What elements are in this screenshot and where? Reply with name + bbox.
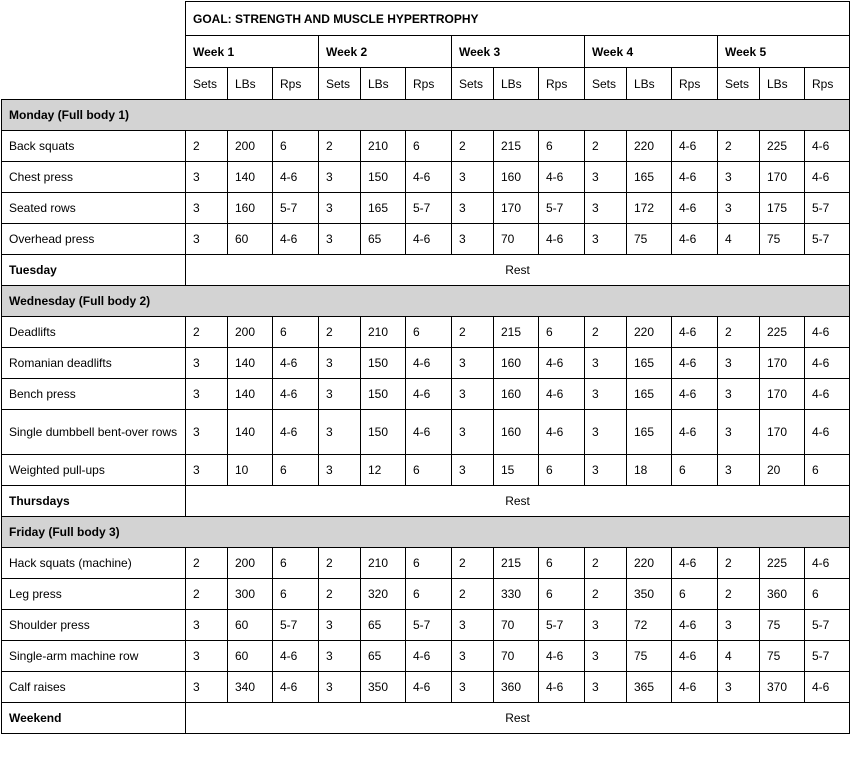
workout-table [1, 1, 850, 734]
reps-cell: 4-6 [805, 317, 850, 348]
exercise-name: Single-arm machine row [2, 641, 186, 672]
exercise-name: Single dumbbell bent-over rows [2, 410, 186, 455]
lbs-cell: 10 [228, 455, 273, 486]
reps-cell: 6 [273, 548, 319, 579]
reps-cell: 5-7 [406, 193, 452, 224]
reps-cell: 4-6 [672, 162, 718, 193]
lbs-cell: 75 [627, 641, 672, 672]
sets-cell: 2 [319, 131, 361, 162]
lbs-cell: 75 [760, 224, 805, 255]
week-header: Week 1 [186, 36, 319, 68]
reps-cell: 5-7 [805, 224, 850, 255]
day-section-row [2, 517, 850, 548]
sets-header: Sets [718, 68, 760, 100]
lbs-cell: 20 [760, 455, 805, 486]
sets-cell: 2 [452, 579, 494, 610]
rest-day-label: Thursdays [2, 486, 186, 517]
exercise-name: Chest press [2, 162, 186, 193]
reps-cell: 4-6 [539, 410, 585, 455]
sets-cell: 3 [585, 641, 627, 672]
reps-cell: 4-6 [672, 317, 718, 348]
sets-cell: 3 [585, 162, 627, 193]
lbs-cell: 150 [361, 410, 406, 455]
reps-cell: 4-6 [672, 641, 718, 672]
lbs-cell: 60 [228, 224, 273, 255]
reps-cell: 6 [406, 579, 452, 610]
exercise-name: Weighted pull-ups [2, 455, 186, 486]
lbs-cell: 160 [494, 379, 539, 410]
lbs-header: LBs [361, 68, 406, 100]
sets-cell: 3 [718, 162, 760, 193]
sets-cell: 3 [718, 193, 760, 224]
sets-cell: 3 [718, 379, 760, 410]
sets-cell: 3 [319, 610, 361, 641]
sets-cell: 2 [452, 548, 494, 579]
reps-cell: 6 [539, 548, 585, 579]
rest-day-row [2, 255, 850, 286]
exercise-row [2, 131, 850, 162]
exercise-row [2, 455, 850, 486]
reps-cell: 6 [273, 131, 319, 162]
sets-cell: 3 [186, 455, 228, 486]
sets-cell: 3 [718, 672, 760, 703]
exercise-row [2, 317, 850, 348]
sets-cell: 2 [585, 579, 627, 610]
lbs-cell: 300 [228, 579, 273, 610]
sets-cell: 3 [319, 193, 361, 224]
lbs-cell: 150 [361, 162, 406, 193]
sets-header: Sets [319, 68, 361, 100]
sets-cell: 3 [585, 455, 627, 486]
reps-cell: 4-6 [539, 379, 585, 410]
reps-cell: 4-6 [672, 193, 718, 224]
sets-cell: 3 [186, 193, 228, 224]
reps-cell: 4-6 [406, 672, 452, 703]
reps-cell: 4-6 [273, 410, 319, 455]
reps-cell: 4-6 [672, 672, 718, 703]
lbs-cell: 225 [760, 131, 805, 162]
lbs-cell: 210 [361, 131, 406, 162]
sets-cell: 3 [186, 224, 228, 255]
sets-cell: 2 [186, 579, 228, 610]
lbs-cell: 70 [494, 641, 539, 672]
sets-cell: 3 [585, 672, 627, 703]
lbs-cell: 170 [494, 193, 539, 224]
sets-cell: 3 [186, 672, 228, 703]
exercise-row [2, 224, 850, 255]
reps-cell: 4-6 [539, 162, 585, 193]
sets-header: Sets [186, 68, 228, 100]
week-header: Week 3 [452, 36, 585, 68]
sets-cell: 3 [186, 348, 228, 379]
exercise-row [2, 410, 850, 455]
lbs-cell: 65 [361, 224, 406, 255]
sets-cell: 2 [585, 317, 627, 348]
lbs-header: LBs [494, 68, 539, 100]
exercise-name: Calf raises [2, 672, 186, 703]
lbs-cell: 170 [760, 162, 805, 193]
sets-cell: 3 [319, 641, 361, 672]
lbs-cell: 330 [494, 579, 539, 610]
lbs-cell: 75 [760, 641, 805, 672]
reps-cell: 4-6 [539, 641, 585, 672]
reps-cell: 4-6 [672, 610, 718, 641]
sets-cell: 3 [452, 193, 494, 224]
sets-cell: 3 [319, 455, 361, 486]
lbs-cell: 215 [494, 548, 539, 579]
reps-cell: 4-6 [273, 162, 319, 193]
reps-cell: 6 [539, 579, 585, 610]
sets-cell: 3 [319, 224, 361, 255]
reps-cell: 4-6 [406, 379, 452, 410]
sets-cell: 3 [718, 410, 760, 455]
reps-cell: 6 [539, 131, 585, 162]
lbs-cell: 165 [627, 348, 672, 379]
sets-cell: 3 [452, 610, 494, 641]
lbs-cell: 60 [228, 641, 273, 672]
lbs-cell: 215 [494, 317, 539, 348]
lbs-cell: 220 [627, 317, 672, 348]
reps-cell: 6 [273, 579, 319, 610]
goal-title: GOAL: STRENGTH AND MUSCLE HYPERTROPHY [186, 2, 850, 36]
reps-cell: 4-6 [672, 548, 718, 579]
exercise-row [2, 672, 850, 703]
exercise-row [2, 379, 850, 410]
goal-row [2, 2, 850, 36]
rest-text: Rest [186, 486, 850, 517]
lbs-cell: 360 [760, 579, 805, 610]
reps-cell: 6 [406, 455, 452, 486]
reps-cell: 4-6 [672, 131, 718, 162]
sets-cell: 2 [718, 317, 760, 348]
reps-cell: 4-6 [406, 410, 452, 455]
reps-cell: 6 [539, 455, 585, 486]
lbs-cell: 175 [760, 193, 805, 224]
reps-cell: 4-6 [539, 348, 585, 379]
week-header: Week 2 [319, 36, 452, 68]
day-section-row [2, 286, 850, 317]
reps-cell: 5-7 [539, 610, 585, 641]
sets-cell: 3 [319, 348, 361, 379]
lbs-cell: 70 [494, 224, 539, 255]
lbs-cell: 340 [228, 672, 273, 703]
reps-header: Rps [539, 68, 585, 100]
sets-cell: 2 [718, 548, 760, 579]
lbs-cell: 225 [760, 548, 805, 579]
reps-cell: 4-6 [672, 379, 718, 410]
exercise-row [2, 162, 850, 193]
lbs-header: LBs [228, 68, 273, 100]
sets-cell: 3 [186, 610, 228, 641]
lbs-cell: 170 [760, 348, 805, 379]
exercise-row [2, 579, 850, 610]
reps-cell: 6 [672, 455, 718, 486]
reps-header: Rps [805, 68, 850, 100]
reps-cell: 6 [273, 455, 319, 486]
reps-cell: 5-7 [406, 610, 452, 641]
reps-cell: 4-6 [672, 224, 718, 255]
lbs-cell: 18 [627, 455, 672, 486]
reps-header: Rps [406, 68, 452, 100]
exercise-row [2, 610, 850, 641]
table-body [2, 2, 850, 734]
sets-cell: 2 [319, 579, 361, 610]
sets-cell: 2 [186, 131, 228, 162]
reps-cell: 5-7 [805, 641, 850, 672]
lbs-cell: 140 [228, 162, 273, 193]
lbs-cell: 75 [627, 224, 672, 255]
sets-header: Sets [452, 68, 494, 100]
reps-cell: 4-6 [273, 224, 319, 255]
sets-cell: 3 [319, 672, 361, 703]
reps-cell: 4-6 [406, 641, 452, 672]
sets-cell: 2 [585, 548, 627, 579]
reps-cell: 6 [805, 455, 850, 486]
lbs-cell: 15 [494, 455, 539, 486]
corner-blank-cell [2, 2, 186, 100]
exercise-row [2, 193, 850, 224]
reps-cell: 4-6 [805, 162, 850, 193]
sets-cell: 2 [452, 317, 494, 348]
lbs-cell: 72 [627, 610, 672, 641]
sets-header: Sets [585, 68, 627, 100]
exercise-name: Seated rows [2, 193, 186, 224]
lbs-cell: 320 [361, 579, 406, 610]
sets-cell: 3 [452, 224, 494, 255]
sets-cell: 3 [452, 672, 494, 703]
sets-cell: 3 [319, 162, 361, 193]
lbs-cell: 70 [494, 610, 539, 641]
lbs-cell: 165 [361, 193, 406, 224]
exercise-row [2, 348, 850, 379]
lbs-cell: 150 [361, 379, 406, 410]
reps-cell: 4-6 [406, 224, 452, 255]
sets-cell: 3 [585, 224, 627, 255]
reps-cell: 4-6 [406, 162, 452, 193]
lbs-cell: 225 [760, 317, 805, 348]
reps-cell: 6 [539, 317, 585, 348]
reps-cell: 4-6 [539, 672, 585, 703]
reps-cell: 4-6 [805, 379, 850, 410]
lbs-cell: 172 [627, 193, 672, 224]
lbs-cell: 370 [760, 672, 805, 703]
sets-cell: 3 [452, 455, 494, 486]
reps-cell: 6 [406, 317, 452, 348]
reps-header: Rps [672, 68, 718, 100]
sets-cell: 2 [186, 548, 228, 579]
exercise-name: Hack squats (machine) [2, 548, 186, 579]
sets-cell: 3 [718, 610, 760, 641]
sets-cell: 2 [585, 131, 627, 162]
lbs-cell: 170 [760, 379, 805, 410]
exercise-name: Romanian deadlifts [2, 348, 186, 379]
exercise-name: Leg press [2, 579, 186, 610]
reps-header: Rps [273, 68, 319, 100]
reps-cell: 4-6 [805, 410, 850, 455]
reps-cell: 6 [406, 131, 452, 162]
sets-cell: 3 [186, 162, 228, 193]
lbs-cell: 65 [361, 641, 406, 672]
sets-cell: 4 [718, 641, 760, 672]
reps-cell: 4-6 [539, 224, 585, 255]
sets-cell: 3 [718, 348, 760, 379]
sets-cell: 3 [452, 348, 494, 379]
sets-cell: 2 [452, 131, 494, 162]
reps-cell: 4-6 [406, 348, 452, 379]
lbs-cell: 170 [760, 410, 805, 455]
sets-cell: 3 [585, 379, 627, 410]
sets-cell: 2 [319, 548, 361, 579]
lbs-cell: 150 [361, 348, 406, 379]
sets-cell: 3 [319, 379, 361, 410]
lbs-cell: 65 [361, 610, 406, 641]
exercise-name: Overhead press [2, 224, 186, 255]
sets-cell: 3 [452, 379, 494, 410]
day-section-label: Wednesday (Full body 2) [2, 286, 850, 317]
reps-cell: 5-7 [273, 193, 319, 224]
day-section-label: Monday (Full body 1) [2, 100, 850, 131]
lbs-cell: 75 [760, 610, 805, 641]
week-header: Week 5 [718, 36, 850, 68]
sets-cell: 3 [186, 379, 228, 410]
exercise-name: Shoulder press [2, 610, 186, 641]
lbs-header: LBs [627, 68, 672, 100]
sets-cell: 2 [319, 317, 361, 348]
sets-cell: 2 [186, 317, 228, 348]
rest-day-row [2, 486, 850, 517]
exercise-name: Bench press [2, 379, 186, 410]
lbs-cell: 160 [228, 193, 273, 224]
reps-cell: 4-6 [672, 348, 718, 379]
sets-cell: 3 [585, 348, 627, 379]
reps-cell: 4-6 [805, 672, 850, 703]
sets-cell: 3 [452, 641, 494, 672]
reps-cell: 6 [406, 548, 452, 579]
exercise-name: Deadlifts [2, 317, 186, 348]
lbs-cell: 220 [627, 548, 672, 579]
reps-cell: 4-6 [805, 548, 850, 579]
sets-cell: 2 [718, 131, 760, 162]
week-header: Week 4 [585, 36, 718, 68]
day-section-label: Friday (Full body 3) [2, 517, 850, 548]
sets-cell: 3 [452, 162, 494, 193]
reps-cell: 4-6 [273, 672, 319, 703]
sets-cell: 3 [585, 410, 627, 455]
sets-cell: 3 [585, 610, 627, 641]
reps-cell: 6 [273, 317, 319, 348]
reps-cell: 4-6 [672, 410, 718, 455]
sets-cell: 3 [718, 455, 760, 486]
sets-cell: 3 [186, 641, 228, 672]
exercise-row [2, 548, 850, 579]
lbs-cell: 350 [361, 672, 406, 703]
reps-cell: 5-7 [539, 193, 585, 224]
lbs-cell: 165 [627, 379, 672, 410]
reps-cell: 5-7 [273, 610, 319, 641]
lbs-cell: 220 [627, 131, 672, 162]
reps-cell: 4-6 [273, 379, 319, 410]
exercise-row [2, 641, 850, 672]
lbs-cell: 160 [494, 348, 539, 379]
lbs-cell: 12 [361, 455, 406, 486]
lbs-cell: 165 [627, 162, 672, 193]
reps-cell: 4-6 [805, 348, 850, 379]
day-section-row [2, 100, 850, 131]
reps-cell: 4-6 [805, 131, 850, 162]
sets-cell: 3 [319, 410, 361, 455]
rest-day-label: Tuesday [2, 255, 186, 286]
lbs-cell: 360 [494, 672, 539, 703]
lbs-cell: 200 [228, 548, 273, 579]
lbs-cell: 210 [361, 548, 406, 579]
lbs-cell: 215 [494, 131, 539, 162]
reps-cell: 6 [672, 579, 718, 610]
lbs-cell: 160 [494, 410, 539, 455]
reps-cell: 4-6 [273, 641, 319, 672]
exercise-name: Back squats [2, 131, 186, 162]
rest-text: Rest [186, 703, 850, 734]
sets-cell: 3 [186, 410, 228, 455]
sets-cell: 2 [718, 579, 760, 610]
lbs-cell: 365 [627, 672, 672, 703]
rest-text: Rest [186, 255, 850, 286]
lbs-cell: 60 [228, 610, 273, 641]
reps-cell: 4-6 [273, 348, 319, 379]
lbs-cell: 160 [494, 162, 539, 193]
lbs-cell: 165 [627, 410, 672, 455]
lbs-cell: 140 [228, 410, 273, 455]
sets-cell: 4 [718, 224, 760, 255]
lbs-cell: 200 [228, 317, 273, 348]
rest-day-row [2, 703, 850, 734]
lbs-cell: 200 [228, 131, 273, 162]
lbs-header: LBs [760, 68, 805, 100]
sets-cell: 3 [585, 193, 627, 224]
reps-cell: 5-7 [805, 193, 850, 224]
rest-day-label: Weekend [2, 703, 186, 734]
reps-cell: 6 [805, 579, 850, 610]
lbs-cell: 350 [627, 579, 672, 610]
reps-cell: 5-7 [805, 610, 850, 641]
sets-cell: 3 [452, 410, 494, 455]
lbs-cell: 210 [361, 317, 406, 348]
lbs-cell: 140 [228, 348, 273, 379]
lbs-cell: 140 [228, 379, 273, 410]
